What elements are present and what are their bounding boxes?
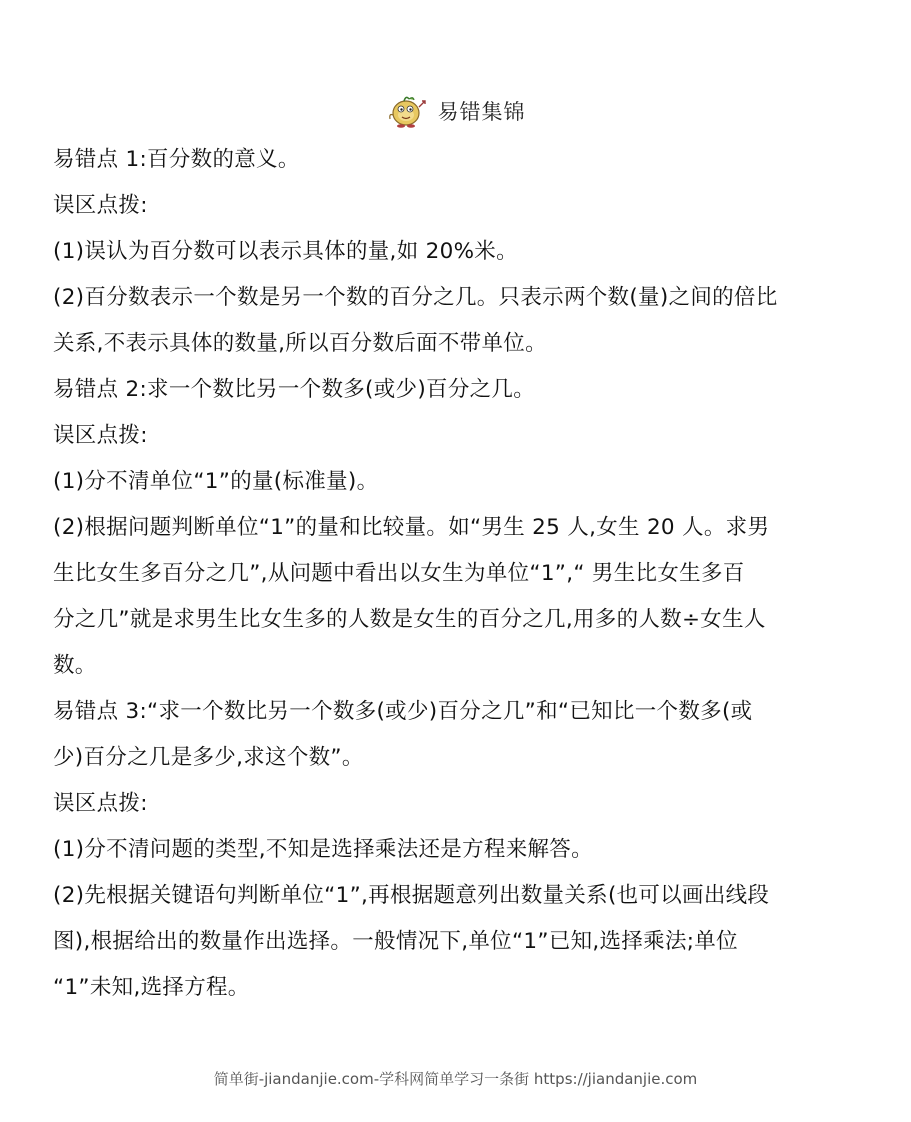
header-inner	[386, 91, 526, 131]
text-line: 误区点拨:	[53, 791, 148, 816]
text-line: (2)根据问题判断单位“1”的量和比较量。如“男生 25 人,女生 20 人。求男	[53, 515, 770, 540]
text-line: 分之几”就是求男生比女生多的人数是女生的百分之几,用多的人数÷女生人	[53, 607, 766, 632]
page-footer: 简单街-jiandanjie.com-学科网简单学习一条街 https://jiandanjie.com	[213, 1070, 698, 1088]
text-line: 易错点 3:“求一个数比另一个数多(或少)百分之几”和“已知比一个数多(或	[53, 699, 753, 724]
text-line: (1)误认为百分数可以表示具体的量,如 20%米。	[53, 239, 518, 264]
text-line: 图),根据给出的数量作出选择。一般情况下,单位“1”已知,选择乘法;单位	[53, 929, 738, 954]
text-line: 生比女生多百分之几”,从问题中看出以女生为单位“1”,“ 男生比女生多百	[53, 561, 745, 586]
text-line: 误区点拨:	[53, 423, 148, 448]
page-header	[0, 88, 911, 134]
text-line: 误区点拨:	[53, 193, 148, 218]
text-line: (2)百分数表示一个数是另一个数的百分之几。只表示两个数(量)之间的倍比	[53, 285, 778, 310]
text-line: (1)分不清单位“1”的量(标准量)。	[53, 469, 379, 494]
content-body	[53, 137, 863, 1011]
text-line: 少)百分之几是多少,求这个数”。	[53, 745, 364, 770]
text-line: 关系,不表示具体的数量,所以百分数后面不带单位。	[53, 331, 547, 356]
text-line: (2)先根据关键语句判断单位“1”,再根据题意列出数量关系(也可以画出线段	[53, 883, 770, 908]
text-line: 易错点 1:百分数的意义。	[53, 147, 300, 172]
page-title: 易错集锦	[437, 100, 526, 124]
text-line: (1)分不清问题的类型,不知是选择乘法还是方程来解答。	[53, 837, 593, 862]
text-line: 数。	[53, 653, 97, 678]
text-line: 易错点 2:求一个数比另一个数多(或少)百分之几。	[53, 377, 536, 402]
text-line: “1”未知,选择方程。	[53, 975, 250, 1000]
cartoon-mascot-icon	[386, 91, 428, 131]
